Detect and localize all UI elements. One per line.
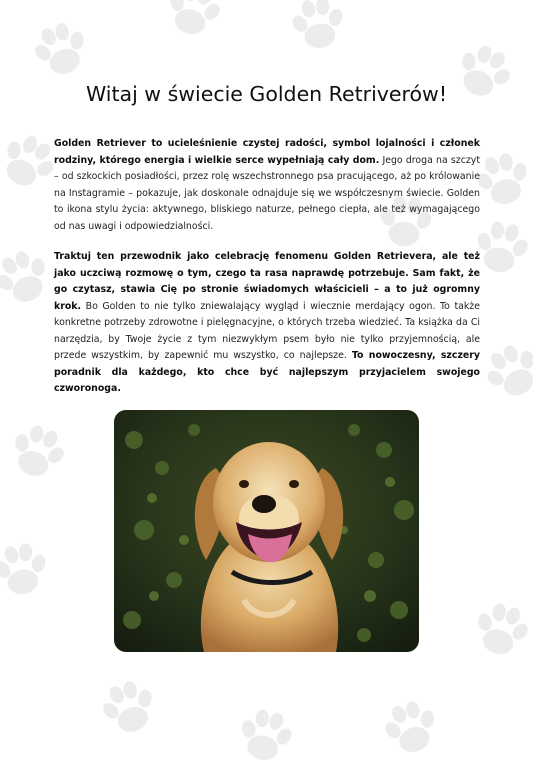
paw-print-icon	[0, 533, 59, 609]
paw-print-icon	[87, 667, 172, 752]
guide-body-text: Bo Golden to nie tylko zniewalający wygląd i wiecznie merdający ogon. To także konkretne potrzeby zdrowotne i pielęgnacyjne, o których trzeba wiedzieć. Ta książka da Ci narzędzia, by Twoje życie z tym niezwykłym psem było nie tylko przyjemnością, ale przede wszystkim, by zapewnić mu wszystko, co najlepsze.	[54, 300, 480, 361]
intro-bold-text: Golden Retriever to ucieleśnienie czystej radości, symbol lojalności i członek rodziny, którego energia i wielkie serce wypełniają cały dom.	[54, 138, 480, 166]
guide-paragraph	[54, 249, 480, 398]
paw-print-icon	[280, 0, 356, 63]
intro-body-text: Jego droga na szczyt – od szkockich posiadłości, przez rolę wszechstronnego psa pracującego, aż po królowanie na Instagramie – pokazuje, jak doskonale odnajduje się we współczesnym świecie. Golden to ikona stylu życia: aktywnego, bliskiego naturze, pełnego ciepła, ale też wymagającego od nas uwagi i odpowiedzialności.	[54, 154, 481, 232]
paw-print-icon	[226, 698, 304, 776]
guide-closing-bold-text: To nowoczesny, szczery poradnik dla każdego, kto chce być najlepszym przyjacielem swojego czworonoga.	[54, 350, 480, 394]
intro-paragraph	[54, 136, 480, 235]
golden-retriever-photo	[114, 410, 419, 652]
paw-print-icon	[19, 9, 104, 94]
paw-print-icon	[153, 0, 234, 51]
paw-print-icon	[369, 687, 452, 770]
guide-bold-text: Traktuj ten przewodnik jako celebrację fenomenu Golden Retrievera, ale też jako uczciwą rozmowę o tym, czego ta rasa naprawdę potrzebuje. Sam fakt, że go czytasz, stawia Cię po stronie świadomych właścicieli – a to już ogromny krok.	[54, 251, 480, 312]
paw-print-icon	[461, 591, 533, 672]
paw-print-icon	[0, 411, 79, 496]
page-title: Witaj w świecie Golden Retriverów!	[85, 82, 448, 106]
